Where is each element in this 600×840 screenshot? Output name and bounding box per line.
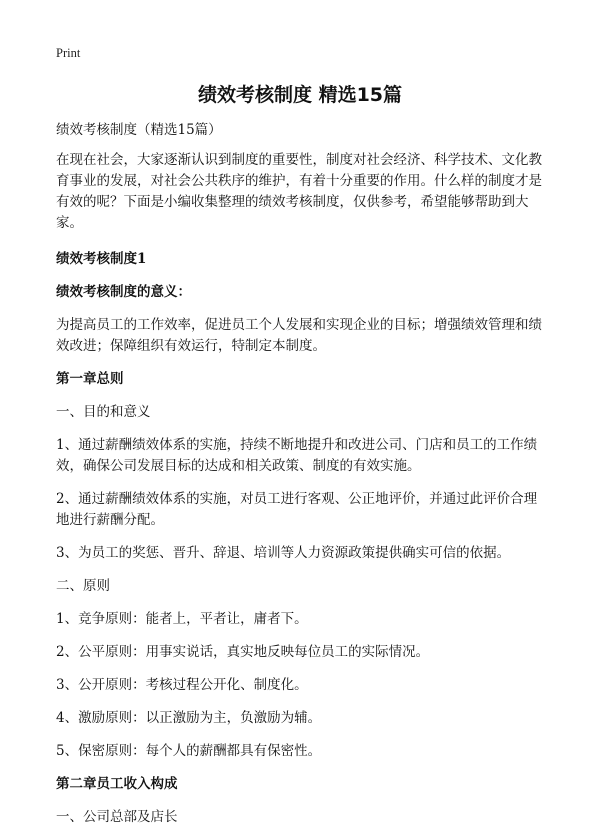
document-subtitle: 绩效考核制度（精选15篇）	[56, 122, 222, 138]
principle-item: 4、激励原则：以正激励为主，负激励为辅。	[56, 710, 322, 726]
section-heading: 绩效考核制度1	[56, 251, 147, 267]
document-body	[56, 120, 548, 840]
purpose-item: 2、通过薪酬绩效体系的实施，对员工进行客观、公正地评价，并通过此评价合理地进行薪酬分配。	[56, 491, 538, 528]
principle-item: 2、公平原则：用事实说话，真实地反映每位员工的实际情况。	[56, 644, 430, 660]
purpose-item: 3、为员工的奖惩、晋升、辞退、培训等人力资源政策提供确实可信的依据。	[56, 545, 511, 561]
principle-item: 3、公开原则：考核过程公开化、制度化。	[56, 677, 308, 693]
part-heading: 二、原则	[56, 578, 110, 594]
document-title: 绩效考核制度 精选15篇	[197, 84, 403, 106]
principle-item: 5、保密原则：每个人的薪酬都具有保密性。	[56, 743, 322, 759]
part-heading: 一、目的和意义	[56, 404, 151, 420]
purpose-item: 1、通过薪酬绩效体系的实施，持续不断地提升和改进公司、门店和员工的工作绩效，确保公司发展目标的达成和相关政策、制度的有效实施。	[56, 437, 538, 474]
intro-paragraph: 在现在社会，大家逐渐认识到制度的重要性，制度对社会经济、科学技术、文化教育事业的发展，对社会公共秩序的维护，有着十分重要的作用。什么样的制度才是有效的呢？下面是小编收集整理的绩效考核制度，仅供参考，希望能够帮助到大家。	[56, 152, 542, 231]
meaning-paragraph: 为提高员工的工作效率，促进员工个人发展和实现企业的目标；增强绩效管理和绩效改进；保障组织有效运行，特制定本制度。	[56, 317, 542, 354]
meaning-heading: 绩效考核制度的意义：	[56, 284, 191, 300]
chapter-heading: 第二章员工收入构成	[56, 776, 178, 792]
part-heading: 一、公司总部及店长	[56, 809, 178, 825]
principle-item: 1、竞争原则：能者上，平者让，庸者下。	[56, 611, 308, 627]
chapter-heading: 第一章总则	[56, 371, 124, 387]
print-link[interactable]: Print	[56, 46, 81, 60]
